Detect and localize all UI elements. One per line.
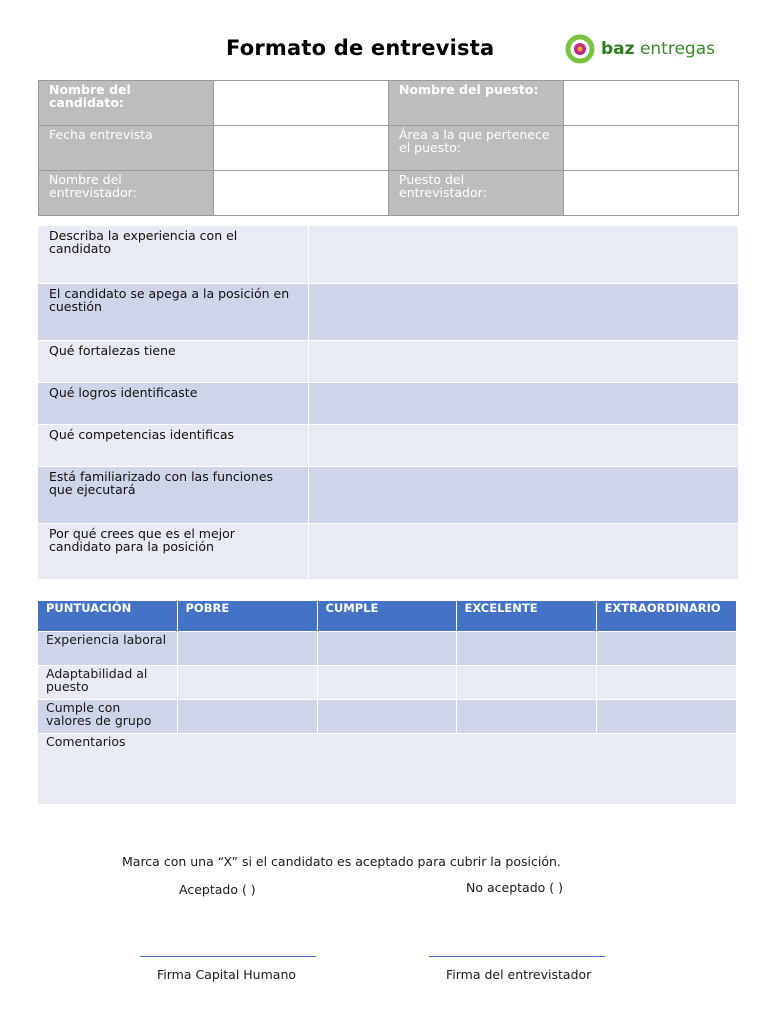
score-cell[interactable] <box>596 666 736 700</box>
score-criterion: Experiencia laboral <box>38 632 177 666</box>
info-row <box>39 81 739 126</box>
question-row <box>38 466 738 523</box>
interview-date-label: Fecha entrevista <box>39 126 214 171</box>
interviewer-position-label: Puesto del entrevistador: <box>389 171 564 216</box>
interviewer-name-label: Nombre del entrevistador: <box>39 171 214 216</box>
company-logo <box>565 34 715 64</box>
score-cell[interactable] <box>456 700 596 734</box>
score-cell[interactable] <box>596 700 736 734</box>
question-label: Qué fortalezas tiene <box>38 340 308 382</box>
answer-field[interactable] <box>308 466 738 523</box>
not-accepted-checkbox[interactable]: No aceptado ( ) <box>466 880 563 895</box>
question-label: Qué logros identificaste <box>38 382 308 424</box>
question-row <box>38 340 738 382</box>
score-cell[interactable] <box>317 632 456 666</box>
score-header: POBRE <box>177 601 317 632</box>
info-row <box>39 126 739 171</box>
score-header: CUMPLE <box>317 601 456 632</box>
question-row <box>38 523 738 579</box>
score-row <box>38 700 736 734</box>
interview-date-field[interactable] <box>214 126 389 171</box>
score-header: EXCELENTE <box>456 601 596 632</box>
interviewer-signature-label: Firma del entrevistador <box>446 967 592 982</box>
baz-ring-logo-icon <box>565 34 595 64</box>
question-row <box>38 424 738 466</box>
logo-brand: baz <box>601 39 635 59</box>
interviewer-name-field[interactable] <box>214 171 389 216</box>
candidate-name-label: Nombre del candidato: <box>39 81 214 126</box>
answer-field[interactable] <box>308 424 738 466</box>
position-area-field[interactable] <box>564 126 739 171</box>
position-name-field[interactable] <box>564 81 739 126</box>
candidate-info-table <box>38 80 739 216</box>
score-header-row <box>38 601 736 632</box>
comments-label: Comentarios <box>38 734 736 805</box>
score-criterion: Adaptabilidad al puesto <box>38 666 177 700</box>
interviewer-signature-line <box>429 956 605 957</box>
question-label: El candidato se apega a la posición en cuestión <box>38 283 308 340</box>
question-label: Está familiarizado con las funciones que ejecutará <box>38 466 308 523</box>
answer-field[interactable] <box>308 283 738 340</box>
page-title: Formato de entrevista <box>226 36 495 60</box>
score-cell[interactable] <box>456 632 596 666</box>
questions-table <box>38 226 739 580</box>
accepted-checkbox[interactable]: Aceptado ( ) <box>179 882 256 897</box>
answer-field[interactable] <box>308 523 738 579</box>
info-row <box>39 171 739 216</box>
score-header: PUNTUACIÓN <box>38 601 177 632</box>
interviewer-position-field[interactable] <box>564 171 739 216</box>
question-label: Describa la experiencia con el candidato <box>38 226 308 283</box>
hr-signature-label: Firma Capital Humano <box>157 967 297 982</box>
score-criterion: Cumple con valores de grupo <box>38 700 177 734</box>
score-cell[interactable] <box>596 632 736 666</box>
score-cell[interactable] <box>177 666 317 700</box>
score-cell[interactable] <box>177 632 317 666</box>
answer-field[interactable] <box>308 340 738 382</box>
acceptance-instruction: Marca con una “X” si el candidato es aceptado para cubrir la posición. <box>122 854 561 869</box>
answer-field[interactable] <box>308 226 738 283</box>
score-cell[interactable] <box>456 666 596 700</box>
comments-row[interactable] <box>38 734 736 805</box>
logo-text <box>601 39 715 59</box>
question-label: Qué competencias identificas <box>38 424 308 466</box>
score-cell[interactable] <box>177 700 317 734</box>
score-cell[interactable] <box>317 700 456 734</box>
question-row <box>38 283 738 340</box>
score-cell[interactable] <box>317 666 456 700</box>
position-area-label: Área a la que pertenece el puesto: <box>389 126 564 171</box>
candidate-name-field[interactable] <box>214 81 389 126</box>
question-label: Por qué crees que es el mejor candidato para la posición <box>38 523 308 579</box>
question-row <box>38 382 738 424</box>
logo-suffix: entregas <box>634 39 715 59</box>
score-header: EXTRAORDINARIO <box>596 601 736 632</box>
question-row <box>38 226 738 283</box>
score-row <box>38 666 736 700</box>
hr-signature-line <box>140 956 316 957</box>
score-table <box>38 601 737 805</box>
position-name-label: Nombre del puesto: <box>389 81 564 126</box>
score-row <box>38 632 736 666</box>
answer-field[interactable] <box>308 382 738 424</box>
